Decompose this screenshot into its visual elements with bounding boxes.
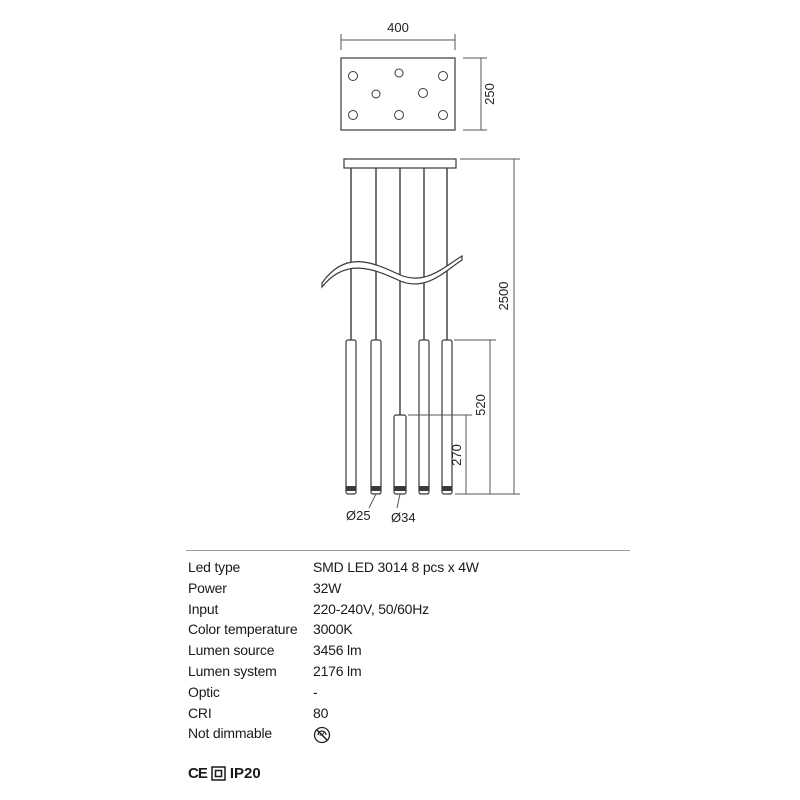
top-view bbox=[341, 20, 497, 130]
spec-value: 3456 lm bbox=[313, 642, 362, 659]
led-tube-3 bbox=[394, 415, 406, 494]
short-tube-length-label: 270 bbox=[449, 444, 464, 466]
spec-value: 2176 lm bbox=[313, 662, 362, 679]
length-break-symbol bbox=[322, 256, 462, 287]
spec-row-input bbox=[188, 599, 479, 620]
spec-row-optic bbox=[188, 682, 479, 703]
spec-label: Input bbox=[188, 600, 219, 617]
side-view bbox=[322, 159, 520, 525]
not-dimmable-icon bbox=[313, 726, 331, 744]
spec-row-power bbox=[188, 578, 479, 599]
spec-label: Not dimmable bbox=[188, 725, 272, 742]
spec-row-color-temperature bbox=[188, 619, 479, 640]
long-tube-length-label: 520 bbox=[473, 394, 488, 416]
ip-rating: IP20 bbox=[229, 764, 261, 782]
spec-label: Power bbox=[188, 579, 227, 596]
spec-value: 80 bbox=[313, 704, 329, 721]
width-dimension-label: 400 bbox=[387, 20, 409, 35]
spec-label: Optic bbox=[188, 683, 220, 700]
led-tubes bbox=[346, 340, 452, 494]
overall-height-label: 2500 bbox=[496, 281, 511, 311]
led-tube-5 bbox=[442, 340, 452, 494]
spec-label: Color temperature bbox=[188, 621, 298, 638]
ce-mark: CE bbox=[188, 764, 207, 782]
spec-value bbox=[313, 723, 479, 744]
spec-row-led-type bbox=[188, 557, 479, 578]
spec-label: Lumen source bbox=[188, 642, 275, 659]
spec-label: CRI bbox=[188, 704, 212, 721]
certification-marks bbox=[188, 763, 261, 783]
spec-row-not-dimmable bbox=[188, 723, 479, 744]
mounting-holes bbox=[349, 69, 448, 120]
tube-end-caps bbox=[346, 486, 452, 491]
thin-tube-diameter-label: Ø25 bbox=[346, 508, 371, 523]
suspension-cables bbox=[351, 168, 447, 415]
canopy-side bbox=[344, 159, 456, 168]
spec-value: 3000K bbox=[313, 621, 353, 638]
spec-label: Led type bbox=[188, 559, 241, 575]
spec-row-cri bbox=[188, 703, 479, 724]
spec-value: SMD LED 3014 8 pcs x 4W bbox=[313, 559, 479, 575]
spec-row-lumen-system bbox=[188, 661, 479, 682]
section-divider bbox=[186, 550, 630, 551]
spec-value: - bbox=[313, 683, 318, 700]
thick-tube-diameter-label: Ø34 bbox=[391, 510, 416, 525]
led-tube-2 bbox=[371, 340, 381, 494]
led-tube-1 bbox=[346, 340, 356, 494]
spec-label: Lumen system bbox=[188, 662, 277, 679]
spec-table bbox=[188, 557, 479, 744]
spec-value: 220-240V, 50/60Hz bbox=[313, 600, 429, 617]
spec-row-lumen-source bbox=[188, 640, 479, 661]
depth-dimension-label: 250 bbox=[482, 83, 497, 105]
class-ii-icon bbox=[211, 766, 226, 781]
spec-value: 32W bbox=[313, 579, 342, 596]
led-tube-4 bbox=[419, 340, 429, 494]
